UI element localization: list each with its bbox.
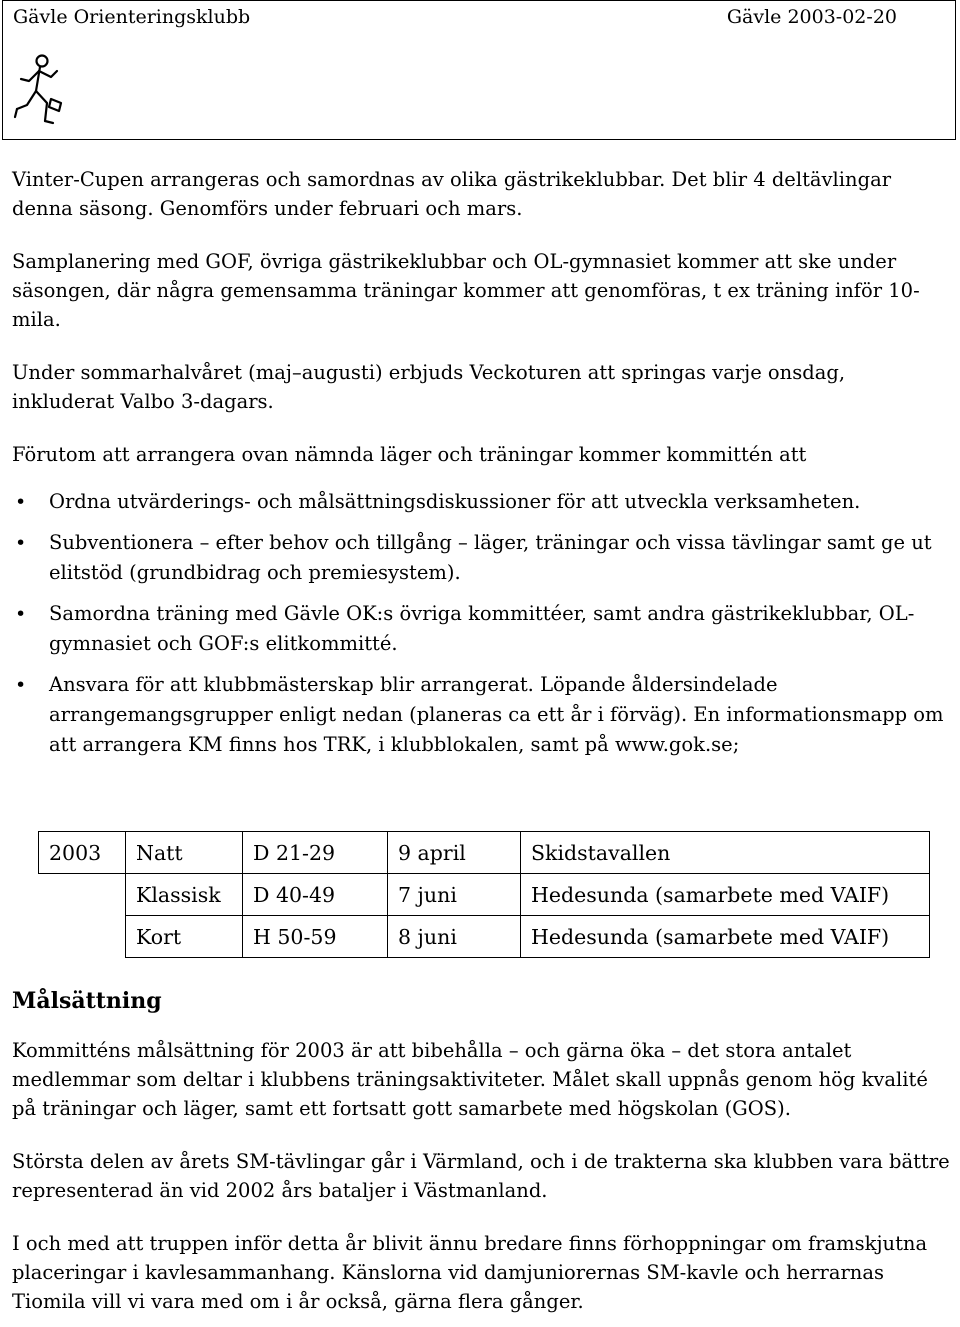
paragraph-kavle: I och med att truppen inför detta år blivit ännu bredare finns förhoppningar om framskjutna placeringar i kavlesammanhang. Känslorna vid damjuniorernas SM-kavle och herrarnas Tiomila vill vi vara med om i år också, gärna flera gånger. <box>12 1232 928 1313</box>
goal-text <box>12 1036 952 1316</box>
body-text <box>12 165 947 771</box>
club-name: Gävle Orienteringsklubb <box>13 6 251 28</box>
bullet-icon: • <box>15 491 27 513</box>
list-item: • Subventionera – efter behov och tillgång – läger, träningar och vissa tävlingar samt ge ut elitstöd (grundbidrag och premiesystem). <box>12 528 947 588</box>
km-table <box>38 831 930 958</box>
table-row: 2003 Natt D 21-29 9 april Skidstavallen <box>39 832 930 874</box>
list-item: • Samordna träning med Gävle OK:s övriga kommittéer, samt andra gästrikeklubbar, OL-gymnasiet och GOF:s elitkommitté. <box>12 599 947 659</box>
paragraph-goal: Kommitténs målsättning för 2003 är att bibehålla – och gärna öka – det stora antalet medlemmar som deltar i klubbens träningsaktiviteter. Målet skall uppnås genom hög kvalité på träningar och läger, samt ett fortsatt gott samarbete med högskolan (GOS). <box>12 1039 928 1120</box>
bullet-icon: • <box>15 603 27 625</box>
paragraph-samplanering: Samplanering med GOF, övriga gästrikeklubbar och OL-gymnasiet kommer att ske under säsongen, där några gemensamma träningar kommer att genomföras, t ex träning inför 10-mila. <box>12 250 920 331</box>
goal-heading: Målsättning <box>12 988 162 1014</box>
paragraph-veckoturen: Under sommarhalvåret (maj–augusti) erbjuds Veckoturen att springas varje onsdag, inkluderat Valbo 3-dagars. <box>12 361 846 413</box>
runner-icon <box>11 51 71 133</box>
task-list <box>12 487 947 760</box>
year-cell: 2003 <box>39 832 126 874</box>
paragraph-sm: Största delen av årets SM-tävlingar går i Värmland, och i de trakterna ska klubben vara bättre representerad än vid 2002 års bataljer i Västmanland. <box>12 1150 950 1202</box>
paragraph-vintercup: Vinter-Cupen arrangeras och samordnas av olika gästrikeklubbar. Det blir 4 deltävlingar denna säsong. Genomförs under februari och mars. <box>12 168 892 220</box>
table-row: Klassisk D 40-49 7 juni Hedesunda (samarbete med VAIF) <box>39 874 930 916</box>
bullet-icon: • <box>15 532 27 554</box>
list-item: • Ordna utvärderings- och målsättningsdiskussioner för att utveckla verksamheten. <box>12 487 947 517</box>
header-date: Gävle 2003-02-20 <box>726 6 897 28</box>
bullet-icon: • <box>15 674 27 696</box>
page-header <box>2 0 956 140</box>
table-row: Kort H 50-59 8 juni Hedesunda (samarbete med VAIF) <box>39 916 930 958</box>
paragraph-kommitten: Förutom att arrangera ovan nämnda läger och träningar kommer kommittén att <box>12 443 807 466</box>
list-item: • Ansvara för att klubbmästerskap blir arrangerat. Löpande åldersindelade arrangemangsgrupper enligt nedan (planeras ca ett år i förväg). En informationsmapp om att arrangera KM finns hos TRK, i klubblokalen, samt på www.gok.se; <box>12 670 947 760</box>
